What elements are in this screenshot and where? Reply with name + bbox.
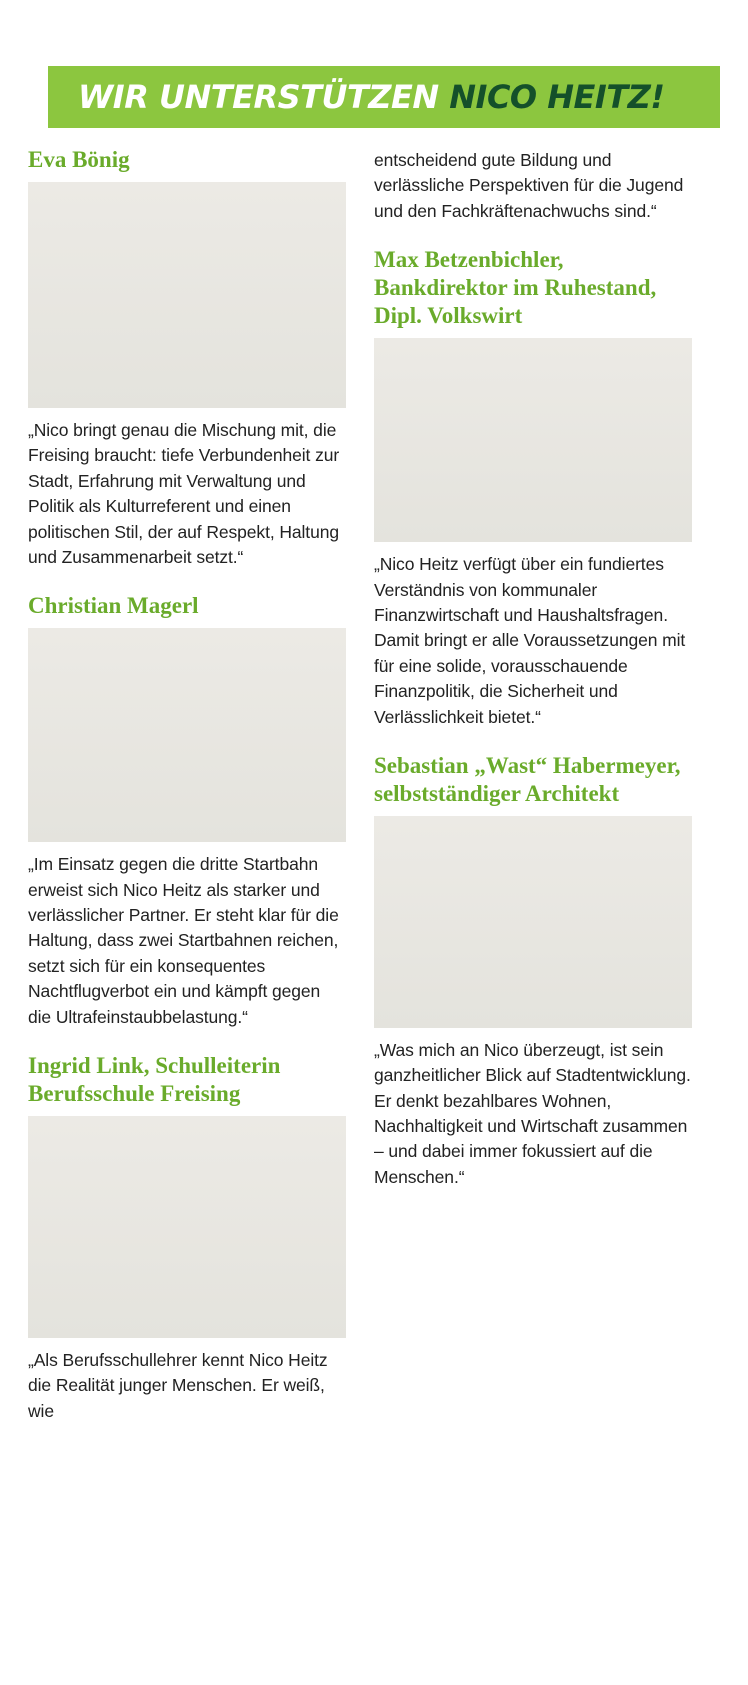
testimonial-quote: „Als Berufsschullehrer kennt Nico Heitz die Realität junger Menschen. Er weiß, wie [28, 1350, 328, 1421]
photo-background [28, 628, 346, 842]
testimonial-name: Eva Bönig [28, 147, 130, 172]
testimonial-eva-boenig [28, 146, 346, 570]
content-columns [28, 146, 720, 1440]
portrait-ingrid-link [28, 1116, 346, 1338]
banner [48, 66, 720, 128]
testimonial-christian-magerl [28, 592, 346, 1030]
photo-background [374, 816, 692, 1028]
portrait-christian-magerl [28, 628, 346, 842]
testimonial-quote: „Nico bringt genau die Mischung mit, die Freising braucht: tiefe Verbundenheit zur Stadt, Erfahrung mit Verwaltung und Politik als Kulturreferent und einen politischen Stil, der auf Respekt, Haltung und Zusammenarbeit setzt.“ [28, 420, 340, 567]
quote-continuation: entscheidend gute Bildung und verlässliche Perspektiven für die Jugend und den Fachkräftenachwuchs sind.“ [374, 150, 684, 221]
testimonial-sebastian-habermeyer [374, 752, 692, 1190]
banner-title [78, 78, 664, 116]
right-column [374, 146, 692, 1212]
left-column [28, 146, 346, 1440]
testimonial-name: Ingrid Link, Schulleiterin Berufsschule Freising [28, 1052, 281, 1107]
portrait-eva-boenig [28, 182, 346, 408]
portrait-sebastian-habermeyer [374, 816, 692, 1028]
testimonial-quote: „Nico Heitz verfügt über ein fundiertes Verständnis von kommunaler Finanzwirtschaft und Haushaltsfragen. Damit bringt er alle Voraussetzungen mit für eine solide, vorausschauende Finanzpolitik, die Sicherheit und Verlässlichkeit bietet.“ [374, 554, 686, 727]
testimonial-name: Christian Magerl [28, 593, 199, 619]
testimonial-quote: „Was mich an Nico überzeugt, ist sein ganzheitlicher Blick auf Stadtentwicklung. Er denkt bezahlbares Wohnen, Nachhaltigkeit und Wirtschaft zusammen – und dabei immer fokussiert auf die Menschen.“ [374, 1039, 691, 1187]
testimonial-max-betzenbichler [374, 246, 692, 730]
flyer-page [0, 66, 748, 1685]
testimonial-name: Sebastian „Wast“ Habermeyer, selbstständiger Architekt [374, 752, 681, 806]
banner-title-main: WIR UNTERSTÜTZEN [78, 78, 450, 116]
photo-background [28, 1116, 346, 1338]
photo-background [374, 338, 692, 542]
banner-title-highlight: NICO HEITZ! [449, 78, 665, 116]
photo-background [28, 182, 346, 408]
testimonial-name: Max Betzenbichler, Bankdirektor im Ruhestand, Dipl. Volkswirt [374, 247, 657, 329]
testimonial-ingrid-link [28, 1052, 346, 1424]
portrait-max-betzenbichler [374, 338, 692, 542]
testimonial-quote: „Im Einsatz gegen die dritte Startbahn erweist sich Nico Heitz als starker und verlässlicher Partner. Er steht klar für die Haltung, dass zwei Startbahnen reichen, setzt sich für ein konsequentes Nachtflugverbot ein und kämpft gegen die Ultrafeinstaubbelastung.“ [28, 854, 339, 1027]
